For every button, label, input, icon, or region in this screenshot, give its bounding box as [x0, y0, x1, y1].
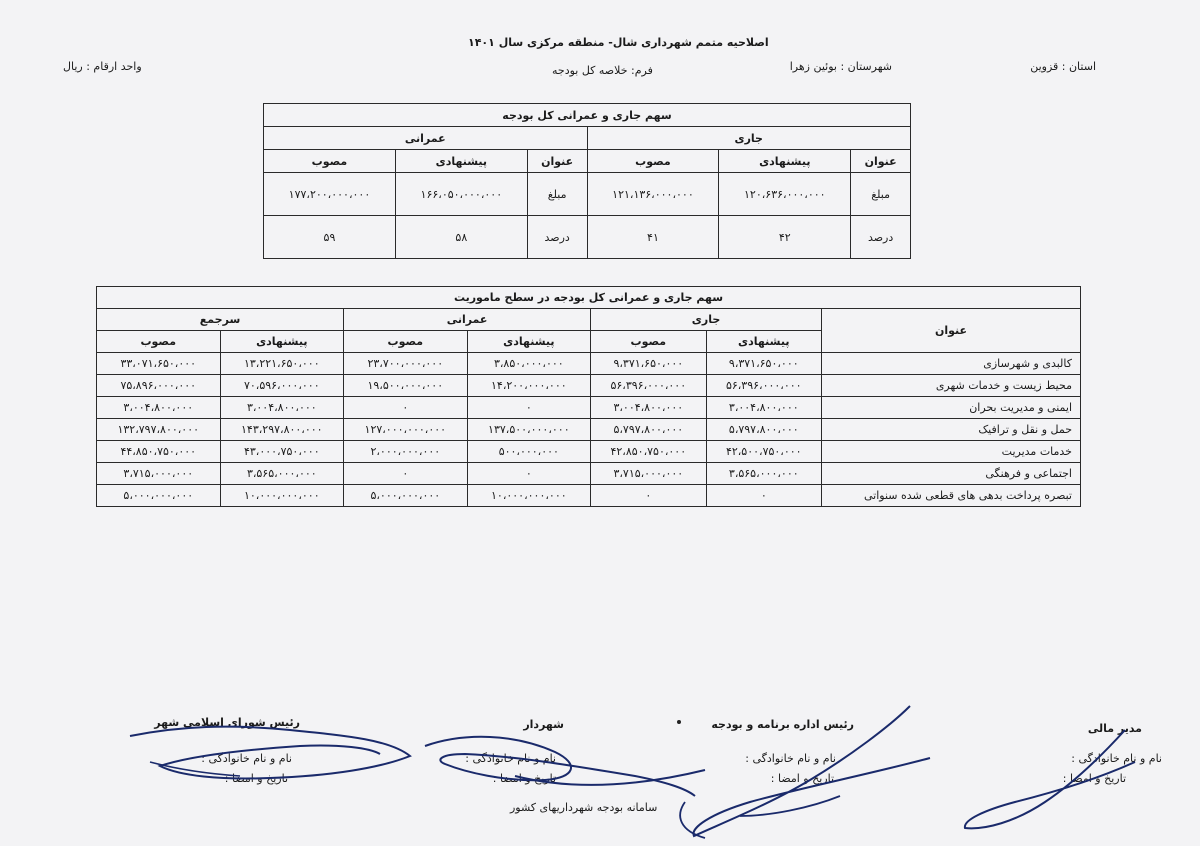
table-cell: مبلغ — [527, 173, 587, 216]
column-header: مصوب — [344, 331, 468, 353]
row-label: محیط زیست و خدمات شهری — [822, 375, 1081, 397]
table-cell: ۳۳،۰۷۱،۶۵۰،۰۰۰ — [97, 353, 221, 375]
planning-head-role: رئیس اداره برنامه و بودجه — [711, 718, 854, 731]
table-cell: ۵،۷۹۷،۸۰۰،۰۰۰ — [591, 419, 706, 441]
table-cell: ۵،۰۰۰،۰۰۰،۰۰۰ — [344, 485, 468, 507]
table-cell: ۹،۳۷۱،۶۵۰،۰۰۰ — [706, 353, 821, 375]
table1-capital-header: عمرانی — [264, 127, 588, 150]
table-cell: درصد — [527, 216, 587, 259]
council-signature — [120, 706, 420, 796]
row-label: تبصره پرداخت بدهی های قطعی شده سنواتی — [822, 485, 1081, 507]
council-head-date: تاریخ و امضا : — [224, 772, 288, 785]
finance-manager-date: تاریخ و امضا : — [1062, 772, 1126, 785]
planning-signature — [680, 696, 950, 846]
table-cell: ۴۲،۵۰۰،۷۵۰،۰۰۰ — [706, 441, 821, 463]
table-row — [97, 397, 1081, 419]
table-cell: ۴۲،۸۵۰،۷۵۰،۰۰۰ — [591, 441, 706, 463]
table2-group-header: سرجمع — [97, 309, 344, 331]
table-row — [97, 463, 1081, 485]
table-cell: ۱۶۶،۰۵۰،۰۰۰،۰۰۰ — [395, 173, 527, 216]
table-cell: ۵،۷۹۷،۸۰۰،۰۰۰ — [706, 419, 821, 441]
mayor-name: نام و نام خانوادگی : — [465, 752, 556, 765]
table1-column-headers — [264, 150, 911, 173]
row-label: خدمات مدیریت — [822, 441, 1081, 463]
column-header: مصوب — [97, 331, 221, 353]
council-head-name: نام و نام خانوادگی : — [201, 752, 292, 765]
table-cell: ۳،۷۱۵،۰۰۰،۰۰۰ — [97, 463, 221, 485]
row-label: اجتماعی و فرهنگی — [822, 463, 1081, 485]
budget-share-table — [263, 103, 911, 259]
mission-budget-table — [96, 286, 1081, 507]
table-cell: ۱۳۲،۷۹۷،۸۰۰،۰۰۰ — [97, 419, 221, 441]
table-row — [97, 485, 1081, 507]
table2-title: سهم جاری و عمرانی کل بودجه در سطح ماموریت — [97, 287, 1081, 309]
table-cell: ۰ — [591, 485, 706, 507]
table-cell: ۷۵،۸۹۶،۰۰۰،۰۰۰ — [97, 375, 221, 397]
mayor-role: شهردار — [523, 718, 564, 731]
table-cell: ۰ — [706, 485, 821, 507]
mayor-signature — [405, 706, 725, 846]
table-cell: مبلغ — [851, 173, 911, 216]
table-row — [97, 419, 1081, 441]
column-header: مصوب — [587, 150, 719, 173]
table-cell: ۴۲ — [719, 216, 851, 259]
table-cell: ۷۰،۵۹۶،۰۰۰،۰۰۰ — [220, 375, 344, 397]
row-label: کالبدی و شهرسازی — [822, 353, 1081, 375]
table-cell: ۵۹ — [264, 216, 396, 259]
table-cell: ۳،۸۵۰،۰۰۰،۰۰۰ — [467, 353, 591, 375]
column-header: پیشنهادی — [719, 150, 851, 173]
table-cell: ۱۷۷،۲۰۰،۰۰۰،۰۰۰ — [264, 173, 396, 216]
row-label: ایمنی و مدیریت بحران — [822, 397, 1081, 419]
city-label: شهرستان : بوئین زهرا — [789, 60, 892, 73]
table1-title: سهم جاری و عمرانی کل بودجه — [264, 104, 911, 127]
table-cell: ۲۳،۷۰۰،۰۰۰،۰۰۰ — [344, 353, 468, 375]
table-row — [97, 375, 1081, 397]
table-cell: ۵۸ — [395, 216, 527, 259]
column-header: پیشنهادی — [706, 331, 821, 353]
finance-signature — [955, 722, 1145, 842]
table-cell: ۳،۰۰۴،۸۰۰،۰۰۰ — [97, 397, 221, 419]
table-cell: ۱۲۰،۶۳۶،۰۰۰،۰۰۰ — [719, 173, 851, 216]
table2-title-column: عنوان — [822, 309, 1081, 353]
table-cell: ۵۶،۳۹۶،۰۰۰،۰۰۰ — [706, 375, 821, 397]
table2-group-header: عمرانی — [344, 309, 591, 331]
table-cell: ۲،۰۰۰،۰۰۰،۰۰۰ — [344, 441, 468, 463]
document-title: اصلاحیه متمم شهرداری شال- منطقه مرکزی سال ۱۴۰۱ — [468, 36, 769, 49]
form-label: فرم: خلاصه کل بودجه — [552, 64, 653, 77]
table-cell: ۱۹،۵۰۰،۰۰۰،۰۰۰ — [344, 375, 468, 397]
table-cell: ۵،۰۰۰،۰۰۰،۰۰۰ — [97, 485, 221, 507]
table-cell: ۴۴،۸۵۰،۷۵۰،۰۰۰ — [97, 441, 221, 463]
table-cell: ۱۴،۲۰۰،۰۰۰،۰۰۰ — [467, 375, 591, 397]
column-header: پیشنهادی — [220, 331, 344, 353]
table-cell: ۰ — [467, 463, 591, 485]
table-cell: ۵۰۰،۰۰۰،۰۰۰ — [467, 441, 591, 463]
column-header: عنوان — [527, 150, 587, 173]
finance-manager-name: نام و نام خانوادگی : — [1071, 752, 1162, 765]
table-cell: ۰ — [344, 463, 468, 485]
table-cell: ۱۴۳،۲۹۷،۸۰۰،۰۰۰ — [220, 419, 344, 441]
council-head-role: رئیس شورای اسلامی شهر — [154, 716, 300, 729]
table-cell: ۰ — [467, 397, 591, 419]
footer-system-name: سامانه بودجه شهرداریهای کشور — [510, 801, 658, 814]
table-cell: ۴۳،۰۰۰،۷۵۰،۰۰۰ — [220, 441, 344, 463]
table-row — [264, 216, 911, 259]
column-header: پیشنهادی — [467, 331, 591, 353]
table-cell: ۳،۷۱۵،۰۰۰،۰۰۰ — [591, 463, 706, 485]
table-cell: ۱۰،۰۰۰،۰۰۰،۰۰۰ — [220, 485, 344, 507]
table1-current-header: جاری — [587, 127, 910, 150]
table-cell: ۱۲۱،۱۳۶،۰۰۰،۰۰۰ — [587, 173, 719, 216]
table-cell: ۱۲۷،۰۰۰،۰۰۰،۰۰۰ — [344, 419, 468, 441]
table-cell: ۳،۰۰۴،۸۰۰،۰۰۰ — [706, 397, 821, 419]
table-cell: ۳،۵۶۵،۰۰۰،۰۰۰ — [706, 463, 821, 485]
table-cell: ۰ — [344, 397, 468, 419]
planning-head-name: نام و نام خانوادگی : — [745, 752, 836, 765]
column-header: عنوان — [851, 150, 911, 173]
table-row — [97, 441, 1081, 463]
finance-manager-role: مدیر مالی — [1087, 722, 1142, 735]
table-cell: ۱۰،۰۰۰،۰۰۰،۰۰۰ — [467, 485, 591, 507]
table2-group-header: جاری — [591, 309, 822, 331]
table-cell: ۹،۳۷۱،۶۵۰،۰۰۰ — [591, 353, 706, 375]
planning-head-date: تاریخ و امضا : — [770, 772, 834, 785]
table-cell: ۴۱ — [587, 216, 719, 259]
column-header: پیشنهادی — [395, 150, 527, 173]
table-cell: ۱۳،۲۲۱،۶۵۰،۰۰۰ — [220, 353, 344, 375]
table-cell: ۳،۵۶۵،۰۰۰،۰۰۰ — [220, 463, 344, 485]
province-label: استان : قزوین — [1030, 60, 1096, 73]
table-row — [97, 353, 1081, 375]
table-cell: ۱۳۷،۵۰۰،۰۰۰،۰۰۰ — [467, 419, 591, 441]
table-row — [264, 173, 911, 216]
table-cell: درصد — [851, 216, 911, 259]
column-header: مصوب — [591, 331, 706, 353]
row-label: حمل و نقل و ترافیک — [822, 419, 1081, 441]
table-cell: ۳،۰۰۴،۸۰۰،۰۰۰ — [220, 397, 344, 419]
column-header: مصوب — [264, 150, 396, 173]
unit-label: واحد ارقام : ریال — [63, 60, 142, 73]
table-cell: ۳،۰۰۴،۸۰۰،۰۰۰ — [591, 397, 706, 419]
mayor-date: تاریخ و امضا : — [492, 772, 556, 785]
table-cell: ۵۶،۳۹۶،۰۰۰،۰۰۰ — [591, 375, 706, 397]
